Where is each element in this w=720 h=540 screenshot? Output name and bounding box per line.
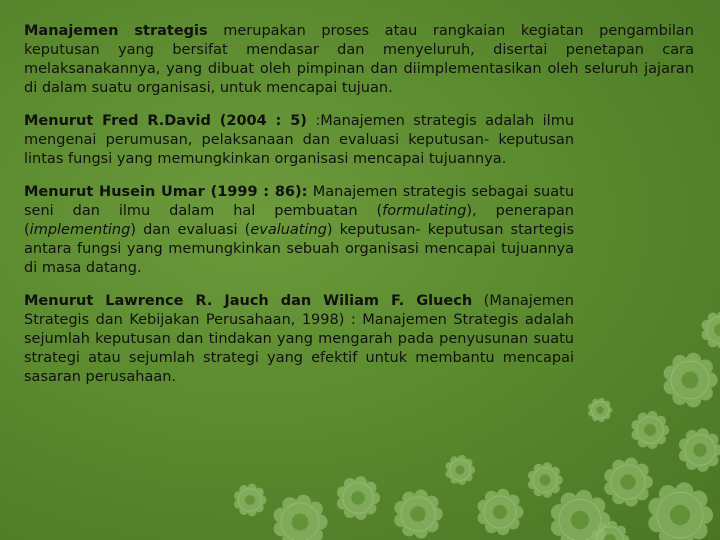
text-segment: jajaran di dalam suatu organisasi, untuk mencapai tujuan. [24, 61, 695, 96]
gear-icon [394, 490, 443, 539]
gear-icon [679, 428, 720, 472]
text-segment: (Manajemen [472, 293, 574, 309]
text-segment: Strategis adalah sejumlah keputusan dan tindakan yang [24, 312, 574, 347]
text-segment: formulating [382, 203, 467, 219]
gear-icon [528, 462, 563, 497]
jauch-glueck-quote [24, 292, 574, 387]
text-segment: Strategis dan Kebijakan Perusahaan, 1998) : Manajemen [24, 312, 447, 328]
text-segment: organisasi mencapai tujuannya di masa datang. [24, 241, 574, 276]
text-segment: Manajemen strategis sebagai [307, 184, 529, 200]
text-segment: Menurut Lawrence R. Jauch dan Wiliam F. Gluech [24, 293, 473, 309]
husein-umar-quote [24, 183, 574, 278]
text-segment: keputusan yang bersifat mendasar dan menyeluruh, disertai penetapan cara [24, 42, 694, 58]
fred-david-quote [24, 112, 574, 169]
text-segment: perusahaan. [85, 369, 177, 385]
definition-paragraph [24, 22, 694, 98]
text-segment: mengarah pada penyusunan suatu strategi atau sejumlah [24, 331, 574, 366]
gear-icon [648, 482, 713, 540]
gear-icon [478, 489, 524, 535]
text-segment: ) keputusan- [326, 222, 421, 238]
text-segment: ) dan evaluasi ( [130, 222, 251, 238]
text-segment: keputusan startegis antara fungsi yang memungkinkan sebuah [24, 222, 575, 257]
text-segment: merupakan proses atau rangkaian kegiatan pengambilan [207, 23, 694, 39]
text-segment: :Manajemen strategis adalah [306, 113, 535, 129]
gear-icon [604, 458, 653, 507]
text-segment: ), [466, 203, 477, 219]
text-segment: Menurut Husein Umar (1999 : 86): [24, 184, 308, 200]
gear-icon [588, 398, 612, 423]
text-segment: Manajemen strategis [24, 23, 208, 39]
text-segment: implementing [29, 222, 131, 238]
text-segment: ilmu mengenai perumusan, pelaksanaan dan evaluasi keputusan- [24, 113, 575, 148]
slide-content [24, 22, 694, 401]
text-segment: mencapai tujuannya. [353, 151, 507, 167]
text-segment: Menurut Fred R.David (2004 : 5) [24, 113, 307, 129]
text-segment: melaksanakannya, yang dibuat oleh pimpinan dan diimplementasikan oleh seluruh [24, 61, 639, 77]
gear-icon [337, 476, 380, 520]
gear-icon [234, 484, 267, 517]
text-segment: penerapan ( [24, 203, 574, 238]
text-segment: strategi yang efektif untuk membantu mencapai sasaran [24, 350, 575, 385]
gear-icon [702, 311, 720, 349]
gear-icon [632, 411, 670, 449]
text-segment: keputusan lintas fungsi yang memungkinkan organisasi [24, 132, 575, 167]
gear-icon [274, 495, 328, 540]
gear-icon [446, 455, 476, 485]
text-segment: suatu seni dan ilmu dalam hal pembuatan ( [24, 184, 575, 219]
text-segment: evaluating [250, 222, 327, 238]
